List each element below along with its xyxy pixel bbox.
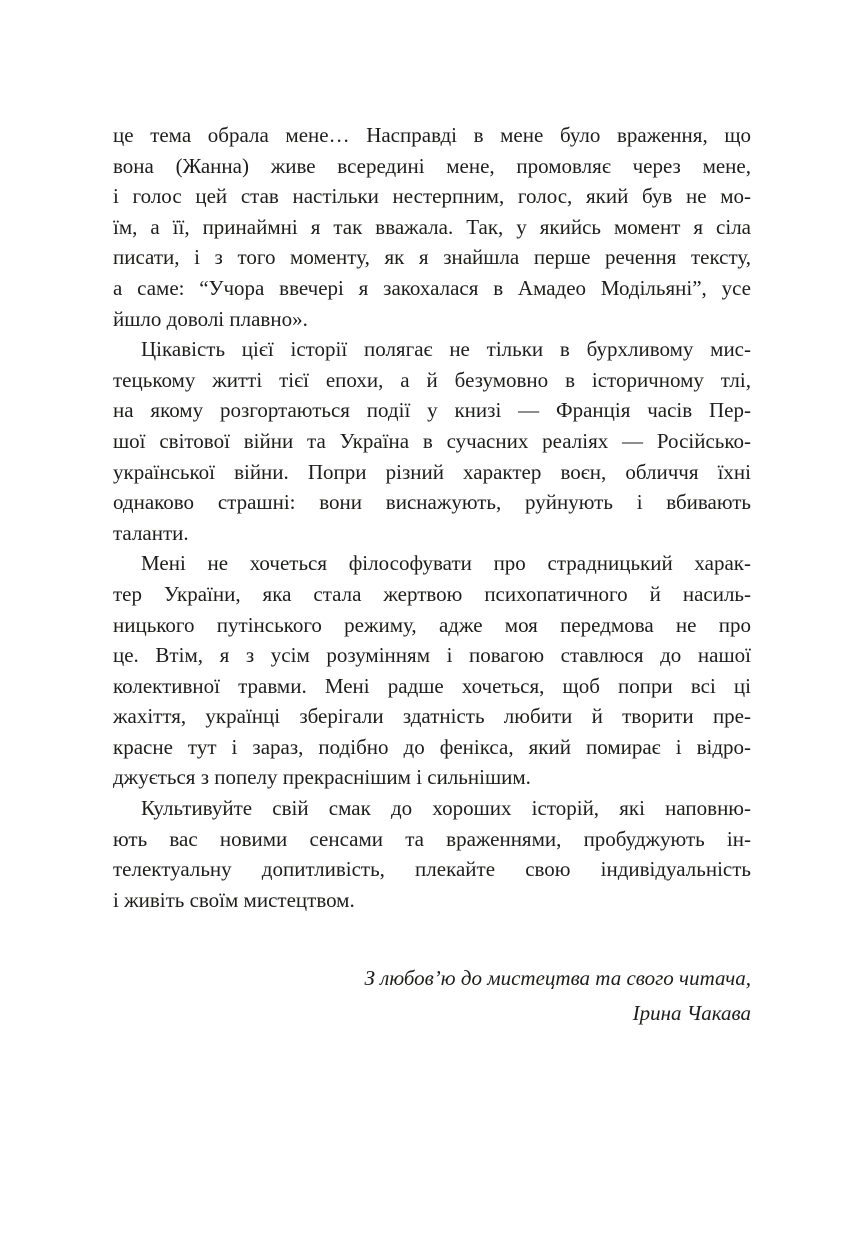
text-line: їм, а її, принаймні я так вважала. Так, у якийсь момент я сіла: [113, 214, 751, 239]
text-line: це тема обрала мене… Насправді в мене було враження, що: [113, 123, 751, 147]
paragraph: [113, 120, 751, 334]
text-line: джується з попелу прекраснішим і сильнішим.: [113, 765, 531, 790]
paragraphs-container: [113, 120, 751, 915]
text-line: ють вас новими сенсами та враженнями, пробуджують ін-: [113, 826, 751, 851]
text-line: однаково страшні: вони виснажують, руйнують і вбивають: [113, 490, 751, 515]
paragraph: [113, 334, 751, 548]
text-line: жахіття, українці зберігали здатність любити й творити пре-: [113, 704, 751, 729]
preface-text: [113, 120, 751, 1031]
text-line: тер України, яка стала жертвою психопатичного й насиль-: [113, 581, 751, 606]
text-line: писати, і з того моменту, як я знайшла перше речення тексту,: [113, 245, 751, 270]
text-line: вона (Жанна) живе всередині мене, промовляє через мене,: [113, 153, 751, 178]
text-line: а саме: “Учора ввечері я закохалася в Амадео Модільяні”, усе: [113, 275, 751, 300]
text-line: і голос цей став настільки нестерпним, голос, який був не мо-: [113, 184, 751, 209]
text-line: на якому розгортаються події у книзі — Франція часів Пер-: [113, 398, 751, 423]
paragraph: [113, 548, 751, 793]
text-line: української війни. Попри різний характер воєн, обличчя їхні: [113, 459, 751, 484]
signature-block: [113, 961, 751, 1031]
paragraph: [113, 793, 751, 915]
signature-author-name: Ірина Чакава: [632, 1001, 751, 1026]
text-line: колективної травми. Мені радше хочеться, щоб попри всі ці: [113, 673, 751, 698]
text-line: Культивуйте свій смак до хороших історій, які наповню-: [141, 796, 751, 821]
text-line: красне тут і зараз, подібно до фенікса, який помирає і відро-: [113, 734, 751, 759]
text-line: ницького путінського режиму, адже моя передмова не про: [113, 612, 751, 637]
text-line: тецькому житті тієї епохи, а й безумовно в історичному тлі,: [113, 367, 751, 392]
text-line: Мені не хочеться філософувати про страдницький харак-: [141, 551, 751, 576]
text-line: шої світової війни та Україна в сучасних реаліях — Російсько-: [113, 428, 751, 453]
text-line: це. Втім, я з усім розумінням і повагою ставлюся до нашої: [113, 643, 751, 668]
text-line: телектуальну допитливість, плекайте свою індивідуальність: [113, 857, 751, 882]
text-line: і живіть своїм мистецтвом.: [113, 887, 355, 912]
text-line: йшло доволі плавно».: [113, 306, 308, 331]
signature-dedication: З любов’ю до мистецтва та свого читача,: [364, 966, 751, 991]
text-line: Цікавість цієї історії полягає не тільки в бурхливому мис-: [141, 337, 751, 362]
text-line: таланти.: [113, 520, 189, 545]
